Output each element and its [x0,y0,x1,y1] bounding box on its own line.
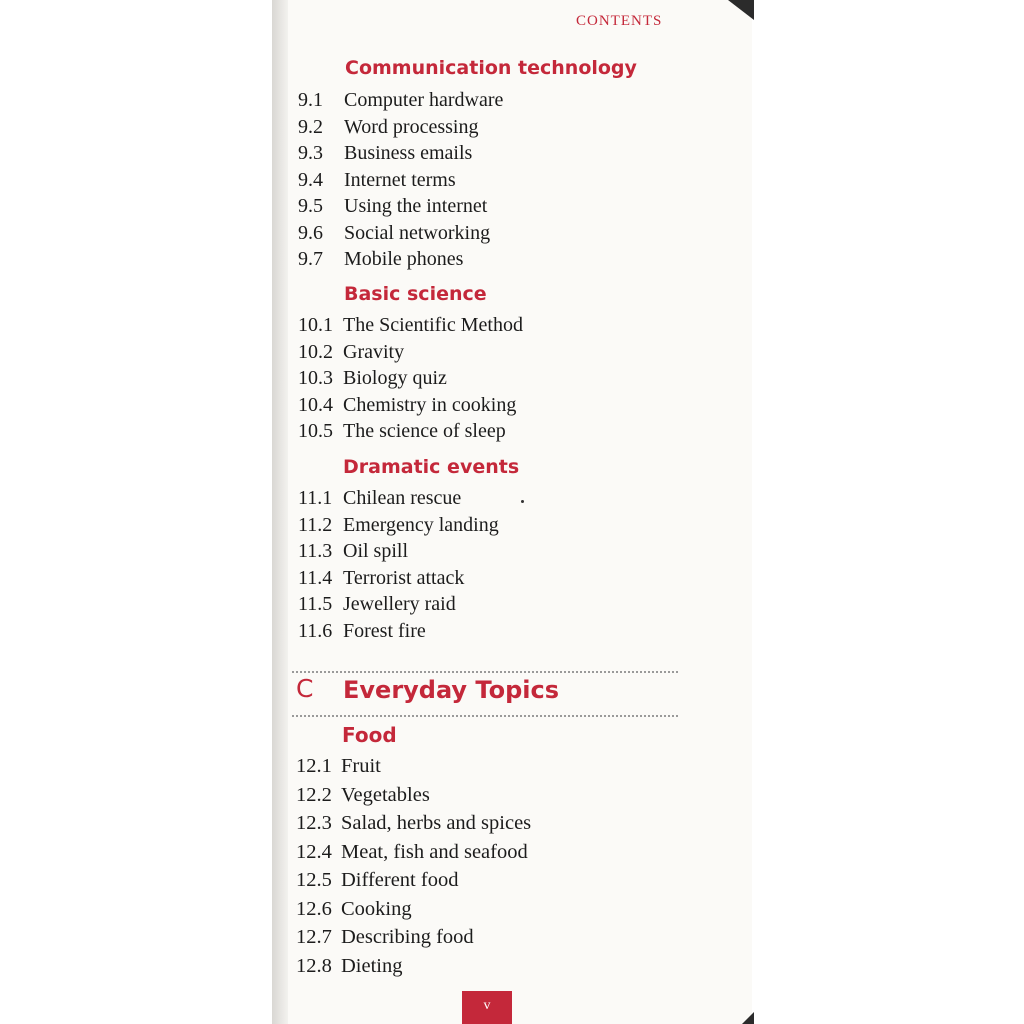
toc-entry[interactable] [298,365,523,392]
entry-number: 11.5 [298,593,333,615]
entry-number: 11.4 [298,566,333,589]
entry-number: 12.7 [296,926,332,948]
entry-title: Meat, fish and seafood [341,840,528,863]
entry-number: 9.6 [298,221,323,244]
toc-entry[interactable] [298,565,499,592]
entry-number: 12.3 [296,812,332,834]
entry-title: Mobile phones [344,248,464,270]
entry-title: Cooking [341,897,412,920]
entry-title: Jewellery raid [343,593,456,615]
entry-number: 9.2 [298,115,323,138]
entry-title: Salad, herbs and spices [341,812,532,834]
entry-title: Chemistry in cooking [343,393,517,416]
toc-entry[interactable] [298,114,503,141]
entry-number: 9.3 [298,142,323,164]
toc-entry[interactable] [298,193,503,220]
entry-title: Social networking [344,221,491,244]
entry-title: Word processing [344,115,479,138]
entry-number: 12.4 [296,840,332,863]
toc-entry[interactable] [296,781,531,810]
entry-number: 9.5 [298,195,323,217]
entry-number: 9.4 [298,168,323,191]
entry-title: Fruit [341,755,381,777]
part-divider-top [292,671,678,673]
entry-number: 12.1 [296,755,332,777]
entry-number: 12.6 [296,897,332,920]
page-gutter [272,0,288,1024]
part-divider-bottom [292,715,678,717]
section-list-food [296,752,531,980]
section-title-food: Food [342,723,397,747]
entry-title: Dieting [341,954,403,977]
entry-title: Gravity [343,340,405,363]
entry-number: 12.5 [296,869,332,891]
entry-number: 10.4 [298,393,333,416]
entry-number: 11.1 [298,487,333,509]
entry-title: Emergency landing [343,513,499,536]
entry-number: 12.8 [296,954,332,977]
toc-entry[interactable] [298,220,503,247]
entry-number: 9.7 [298,248,323,270]
entry-title: The science of sleep [343,420,506,442]
toc-entry[interactable] [298,339,523,366]
toc-entry[interactable] [298,392,523,419]
part-title[interactable]: Everyday Topics [343,676,560,704]
entry-title: The Scientific Method [343,314,523,336]
section-list-communication-technology [298,87,503,273]
entry-title: Using the internet [344,195,488,217]
section-title-basic-science: Basic science [344,283,487,305]
entry-number: 10.1 [298,314,333,336]
toc-entry[interactable] [298,312,523,339]
toc-entry[interactable] [298,538,499,565]
entry-number: 11.2 [298,513,333,536]
entry-title: Different food [341,869,459,891]
part-letter: C [296,674,314,703]
entry-number: 9.1 [298,89,323,111]
page-number-tab: v [462,991,512,1024]
entry-title: Oil spill [343,540,409,562]
entry-title: Forest fire [343,619,426,642]
section-list-basic-science [298,312,523,445]
toc-entry[interactable] [298,167,503,194]
entry-title: Internet terms [344,168,456,191]
entry-number: 10.2 [298,340,333,363]
toc-entry[interactable] [296,952,531,981]
toc-entry[interactable] [296,809,531,838]
running-head: CONTENTS [576,13,663,29]
entry-number: 10.5 [298,420,333,442]
toc-entry[interactable] [296,838,531,867]
toc-entry[interactable] [298,591,499,618]
entry-title: Business emails [344,142,473,164]
entry-title: Terrorist attack [343,566,465,589]
entry-title: Biology quiz [343,367,447,389]
section-title-communication-technology: Communication technology [345,57,637,79]
entry-number: 11.6 [298,619,333,642]
toc-entry[interactable] [298,512,499,539]
entry-title: Chilean rescue [343,487,462,509]
entry-title: Computer hardware [344,89,504,111]
entry-number: 10.3 [298,367,333,389]
toc-entry[interactable] [296,866,531,895]
toc-entry[interactable] [296,895,531,924]
entry-number: 11.3 [298,540,333,562]
entry-number: 12.2 [296,783,332,806]
section-title-dramatic-events: Dramatic events [343,456,520,478]
entry-title: Describing food [341,926,474,948]
toc-entry[interactable] [298,87,503,114]
toc-entry[interactable] [298,485,499,512]
print-speck [521,500,524,503]
toc-entry[interactable] [298,418,523,445]
toc-entry[interactable] [298,246,503,273]
toc-entry[interactable] [298,140,503,167]
section-list-dramatic-events [298,485,499,644]
entry-title: Vegetables [341,783,430,806]
toc-entry[interactable] [296,923,531,952]
toc-entry[interactable] [296,752,531,781]
toc-entry[interactable] [298,618,499,645]
